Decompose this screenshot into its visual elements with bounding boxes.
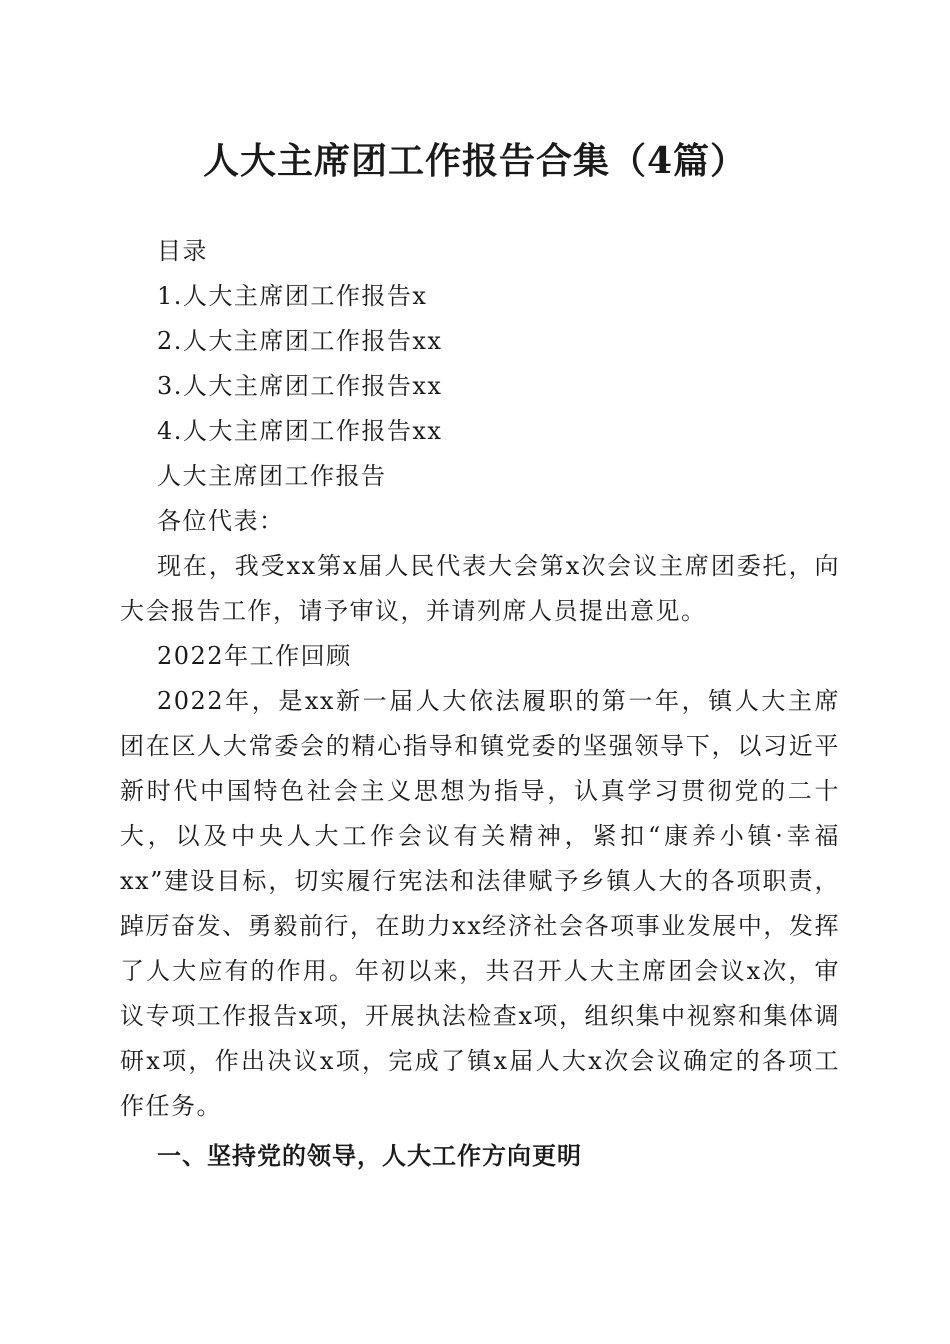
- report-title: 人大主席团工作报告: [157, 462, 387, 490]
- document-title: 人大主席团工作报告合集（4篇）: [202, 140, 748, 182]
- review-paragraph: 2022年，是xx新一届人大依法履职的第一年，镇人大主席团在区人大常委会的精心指导和镇党委的坚强领导下，以习近平新时代中国特色社会主义思想为指导，认真学习贯彻党的二十大，以及中央人大工作会议有关精神，紧扣“康养小镇·幸福xx”建设目标，切实履行宪法和法律赋予乡镇人大的各项职责，踔厉奋发、勇毅前行，在助力xx经济社会各项事业发展中，发挥了人大应有的作用。年初以来，共召开人大主席团会议x次，审议专项工作报告x项，开展执法检查x项，组织集中视察和集体调研x项，作出决议x项，完成了镇x届人大x次会议确定的各项工作任务。: [120, 687, 840, 1120]
- toc-item: 4.人大主席团工作报告xx: [157, 417, 443, 445]
- section-heading: 一、坚持党的领导，人大工作方向更明: [157, 1142, 582, 1170]
- salutation: 各位代表：: [157, 507, 285, 535]
- review-heading: 2022年工作回顾: [157, 642, 352, 670]
- toc-item: 1.人大主席团工作报告x: [157, 282, 428, 310]
- toc-heading: 目录: [157, 237, 208, 265]
- toc-item: 2.人大主席团工作报告xx: [157, 327, 443, 355]
- document-body: [120, 229, 840, 1180]
- intro-paragraph: 现在，我受xx第x届人民代表大会第x次会议主席团委托，向大会报告工作，请予审议，并请列席人员提出意见。: [120, 552, 840, 625]
- toc-item: 3.人大主席团工作报告xx: [157, 372, 443, 400]
